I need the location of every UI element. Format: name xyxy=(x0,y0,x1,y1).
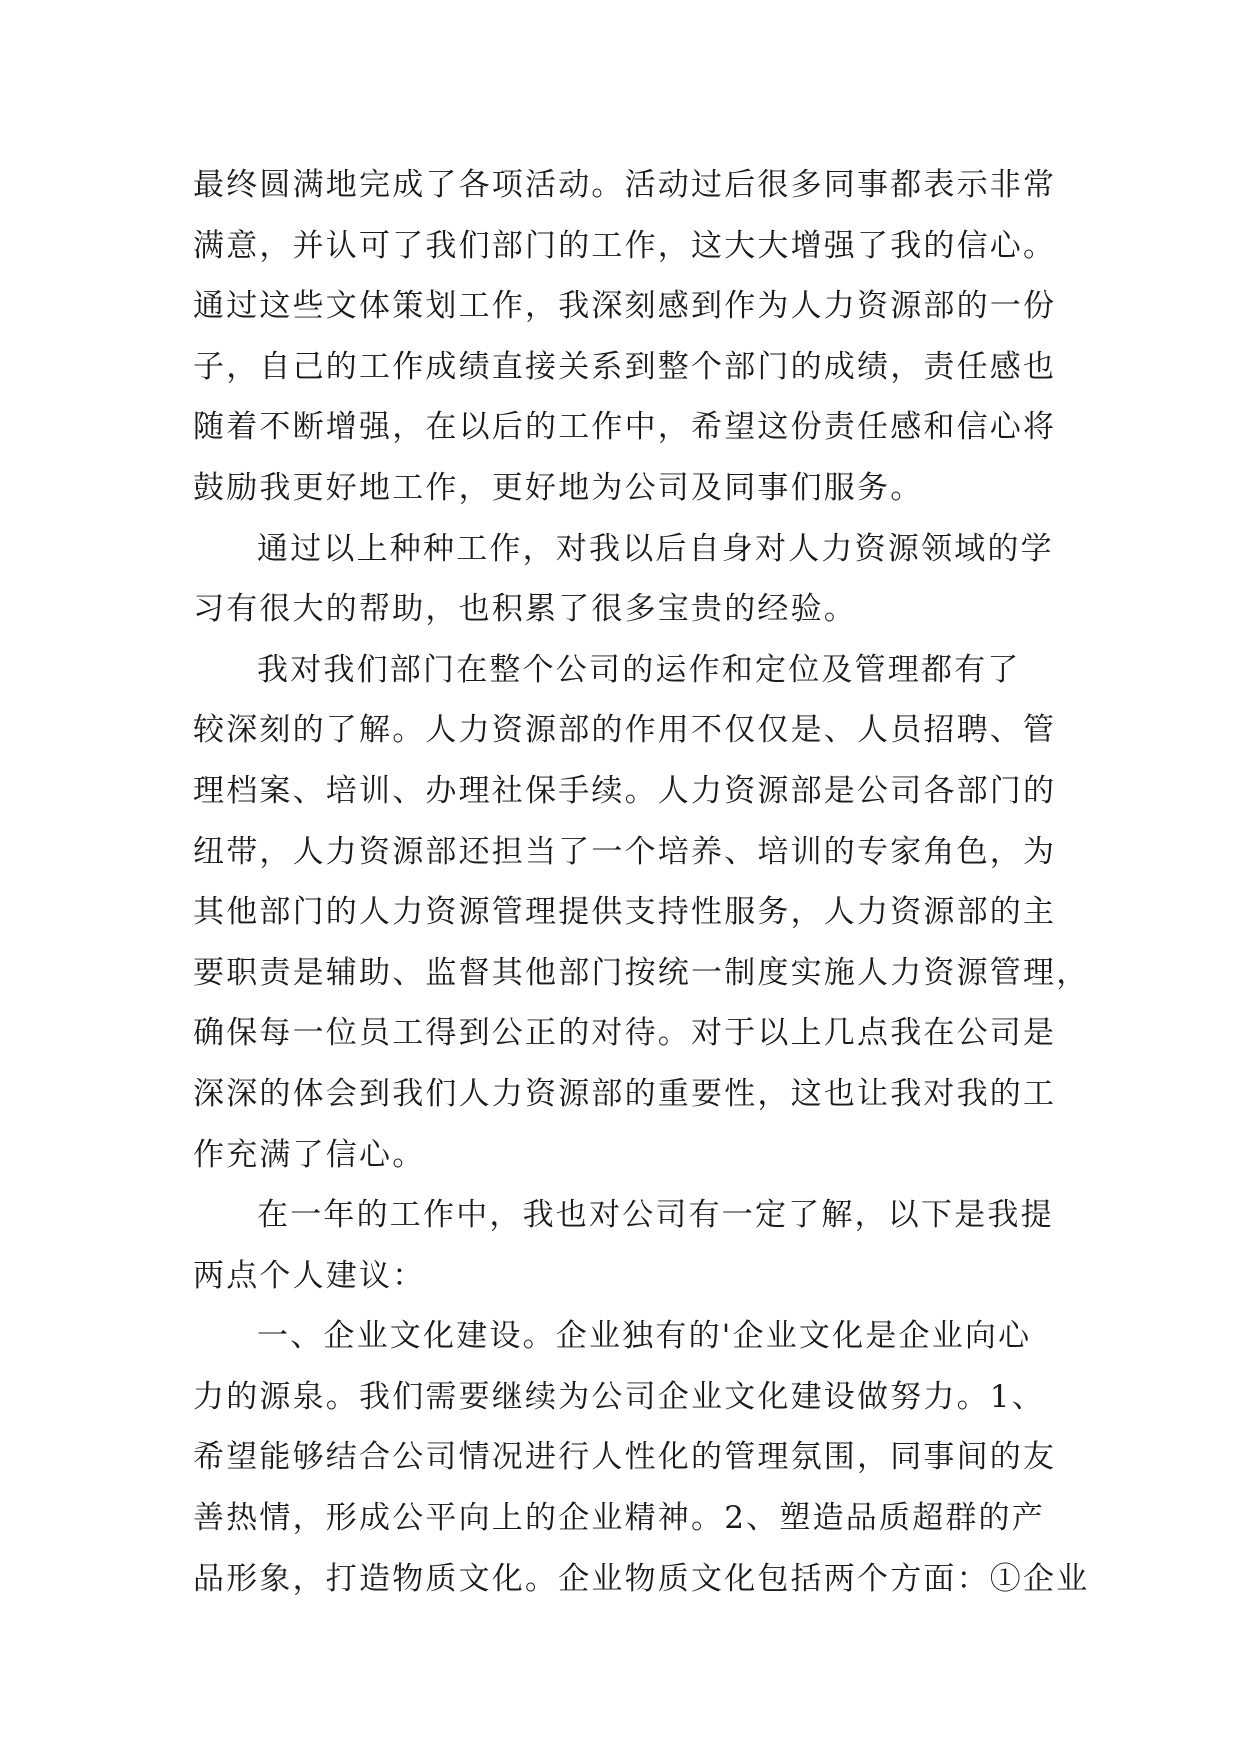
text-line: 要职责是辅助、监督其他部门按统一制度实施人力资源管理， xyxy=(193,954,1090,991)
text-line: 两点个人建议： xyxy=(193,1257,426,1294)
text-line: 鼓励我更好地工作，更好地为公司及同事们服务。 xyxy=(193,469,924,506)
text-line: 我对我们部门在整个公司的运作和定位及管理都有了 xyxy=(257,651,1021,688)
text-line: 在一年的工作中，我也对公司有一定了解，以下是我提 xyxy=(257,1197,1054,1234)
text-line: 通过这些文体策划工作，我深刻感到作为人力资源部的一份 xyxy=(193,288,1057,325)
text-line: 满意，并认可了我们部门的工作，这大大增强了我的信心。 xyxy=(193,227,1057,264)
text-line: 理档案、培训、办理社保手续。人力资源部是公司各部门的 xyxy=(193,772,1057,809)
text-line: 子，自己的工作成绩直接关系到整个部门的成绩，责任感也 xyxy=(193,348,1057,385)
text-line: 纽带，人力资源部还担当了一个培养、培训的专家角色，为 xyxy=(193,833,1057,870)
text-line: 较深刻的了解。人力资源部的作用不仅仅是、人员招聘、管 xyxy=(193,712,1057,749)
text-line: 随着不断增强，在以后的工作中，希望这份责任感和信心将 xyxy=(193,409,1057,446)
text-line: 最终圆满地完成了各项活动。活动过后很多同事都表示非常 xyxy=(193,167,1057,203)
text-line: 习有很大的帮助，也积累了很多宝贵的经验。 xyxy=(193,591,857,628)
text-line: 善热情，形成公平向上的企业精神。2、塑造品质超群的产 xyxy=(193,1500,1045,1537)
body-text xyxy=(193,155,1090,1609)
text-line: 希望能够结合公司情况进行人性化的管理氛围，同事间的友 xyxy=(193,1439,1057,1476)
text-line: 深深的体会到我们人力资源部的重要性，这也让我对我的工 xyxy=(193,1075,1057,1112)
text-line: 通过以上种种工作，对我以后自身对人力资源领域的学 xyxy=(257,530,1054,567)
text-line: 作充满了信心。 xyxy=(193,1136,426,1173)
text-line: 品形象，打造物质文化。企业物质文化包括两个方面：①企业 xyxy=(193,1560,1090,1597)
text-line: 确保每一位员工得到公正的对待。对于以上几点我在公司是 xyxy=(193,1015,1057,1052)
text-line: 一、企业文化建设。企业独有的'企业文化是企业向心 xyxy=(257,1318,1032,1355)
text-line: 其他部门的人力资源管理提供支持性服务，人力资源部的主 xyxy=(193,894,1057,931)
text-line: 力的源泉。我们需要继续为公司企业文化建设做努力。1、 xyxy=(193,1378,1045,1415)
